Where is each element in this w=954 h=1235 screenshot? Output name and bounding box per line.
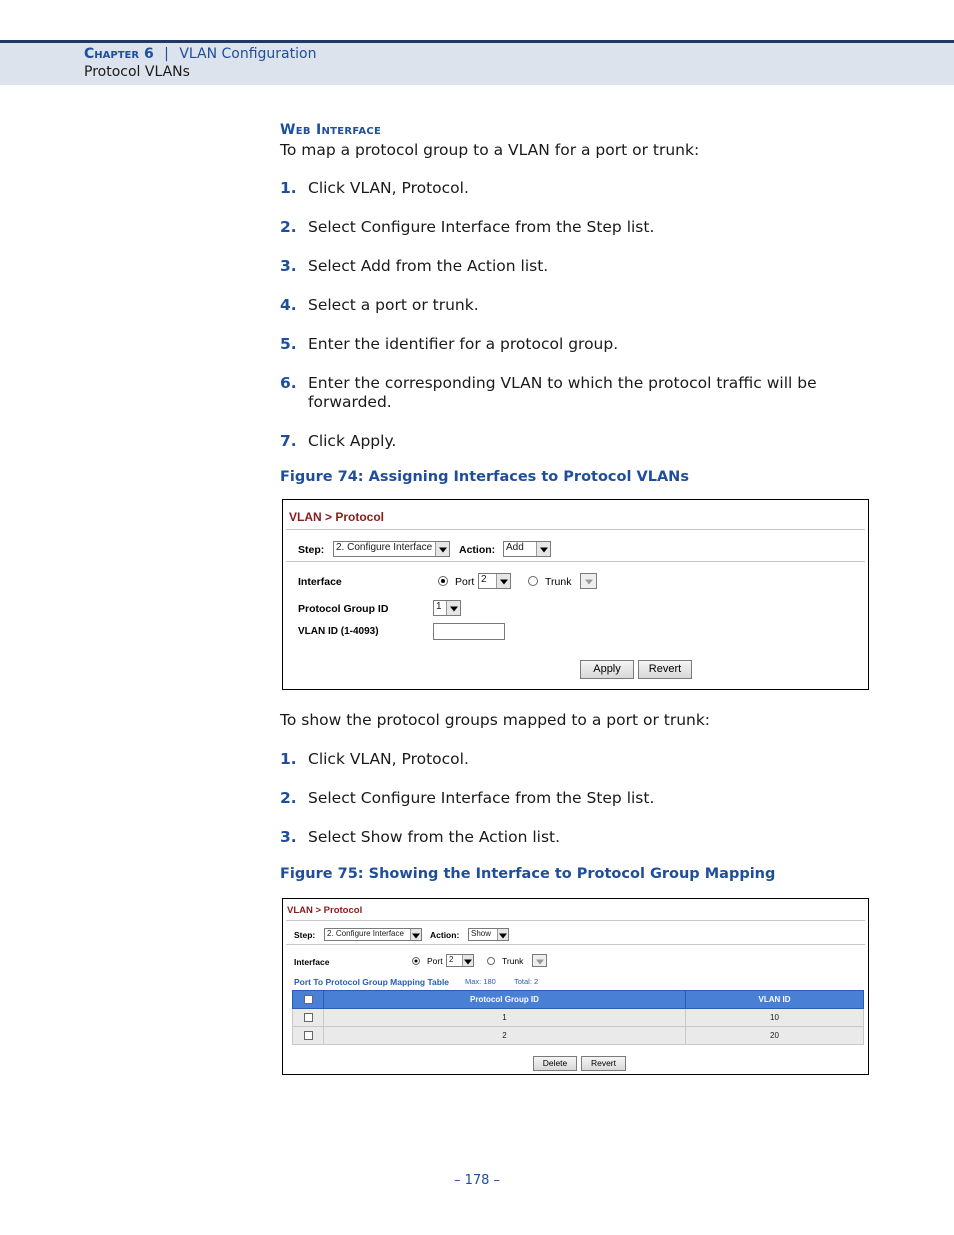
chapter-label: Chapter 6: [84, 46, 154, 62]
breadcrumb: VLAN > Protocol: [287, 905, 363, 916]
figure-74-screenshot: [282, 499, 869, 690]
revert-button[interactable]: Revert: [638, 660, 692, 679]
page-number: – 178 –: [453, 1173, 501, 1188]
revert-button[interactable]: Revert: [581, 1056, 626, 1071]
group-id-cell: 1: [324, 1009, 686, 1027]
chevron-down-icon: [497, 929, 508, 940]
chevron-down-icon: [536, 542, 550, 556]
figure-75-caption: Figure 75: Showing the Interface to Protocol Group Mapping: [280, 866, 776, 882]
step-label: Step:: [298, 544, 325, 556]
column-header-group: Protocol Group ID: [324, 991, 686, 1009]
vlan-id-input[interactable]: [433, 623, 505, 640]
chapter-title: VLAN Configuration: [179, 46, 317, 62]
trunk-label: Trunk: [502, 956, 524, 966]
action-label: Action:: [430, 930, 460, 940]
step-label: Step:: [294, 930, 316, 940]
step-number: 2.: [280, 218, 297, 236]
port-label: Port: [427, 956, 443, 966]
step-number: 7.: [280, 432, 297, 450]
intro-paragraph-2: To show the protocol groups mapped to a port or trunk:: [280, 711, 711, 729]
step-text: Select a port or trunk.: [308, 296, 479, 314]
divider: [286, 561, 865, 562]
intro-paragraph-1: To map a protocol group to a VLAN for a port or trunk:: [280, 141, 700, 159]
chevron-down-icon: [435, 542, 449, 556]
protocol-group-select[interactable]: [433, 600, 461, 616]
step-select-value: 2. Configure Interface: [327, 929, 404, 938]
trunk-radio[interactable]: [528, 576, 538, 586]
chapter-separator: |: [164, 46, 169, 62]
figure-75-screenshot: [282, 898, 869, 1075]
action-select-value: Show: [471, 929, 492, 938]
page-header: [0, 43, 954, 85]
group-id-cell: 2: [324, 1027, 686, 1045]
delete-button[interactable]: Delete: [533, 1056, 577, 1071]
chevron-down-icon: [496, 574, 510, 588]
column-header-vlan: VLAN ID: [686, 991, 864, 1009]
mapping-table: [292, 990, 864, 1045]
step-text: Click Apply.: [308, 432, 397, 450]
breadcrumb: VLAN > Protocol: [289, 510, 385, 524]
step-text: Enter the corresponding VLAN to which the protocol traffic will be forwarded.: [308, 374, 817, 411]
chevron-down-icon: [533, 955, 546, 966]
interface-label: Interface: [294, 957, 330, 967]
step-select[interactable]: [333, 541, 450, 557]
step-text: Click VLAN, Protocol.: [308, 750, 469, 768]
step-number: 6.: [280, 374, 297, 392]
table-row: [293, 1009, 864, 1027]
step-number: 4.: [280, 296, 297, 314]
table-title: Port To Protocol Group Mapping Table: [294, 977, 450, 987]
row-select-cell: [293, 1027, 324, 1045]
step-number: 2.: [280, 789, 297, 807]
protocol-group-label: Protocol Group ID: [298, 603, 389, 615]
action-select[interactable]: [468, 928, 509, 941]
vlan-id-cell: 20: [686, 1027, 864, 1045]
chevron-down-icon: [446, 601, 460, 615]
step-number: 5.: [280, 335, 297, 353]
section-heading: Web Interface: [280, 122, 382, 138]
table-body: [293, 1009, 864, 1045]
port-select[interactable]: [478, 573, 511, 589]
trunk-select[interactable]: [580, 573, 597, 589]
row-checkbox[interactable]: [304, 1031, 313, 1040]
vlan-id-cell: 10: [686, 1009, 864, 1027]
row-checkbox[interactable]: [304, 1013, 313, 1022]
figure-74-caption: Figure 74: Assigning Interfaces to Protocol VLANs: [280, 469, 689, 485]
section-title: Protocol VLANs: [84, 64, 190, 80]
vlan-id-label: VLAN ID (1-4093): [298, 626, 379, 637]
trunk-select[interactable]: [532, 954, 547, 967]
action-select-value: Add: [506, 542, 524, 553]
step-text: Enter the identifier for a protocol group.: [308, 335, 619, 353]
select-all-cell: [293, 991, 324, 1009]
step-text: Select Configure Interface from the Step list.: [308, 218, 655, 236]
chevron-down-icon: [581, 574, 596, 588]
step-text: Select Show from the Action list.: [308, 828, 561, 846]
row-select-cell: [293, 1009, 324, 1027]
chapter-line: [84, 46, 316, 62]
port-select[interactable]: [446, 954, 474, 967]
trunk-radio[interactable]: [487, 957, 495, 965]
step-text: Select Add from the Action list.: [308, 257, 549, 275]
port-radio[interactable]: [412, 957, 420, 965]
apply-button[interactable]: Apply: [580, 660, 634, 679]
divider: [286, 920, 865, 921]
protocol-group-value: 1: [436, 601, 442, 612]
chevron-down-icon: [462, 955, 473, 966]
port-label: Port: [455, 576, 475, 588]
table-row: [293, 1027, 864, 1045]
step-number: 1.: [280, 750, 297, 768]
chevron-down-icon: [410, 929, 421, 940]
step-number: 3.: [280, 828, 297, 846]
trunk-label: Trunk: [545, 576, 572, 588]
table-total: Total: 2: [514, 977, 539, 986]
table-max: Max: 180: [465, 977, 496, 986]
table-header-row: [293, 991, 864, 1009]
step-number: 1.: [280, 179, 297, 197]
action-label: Action:: [459, 544, 496, 556]
step-number: 3.: [280, 257, 297, 275]
interface-label: Interface: [298, 576, 342, 588]
action-select[interactable]: [503, 541, 551, 557]
step-text: Click VLAN, Protocol.: [308, 179, 469, 197]
step-text: Select Configure Interface from the Step list.: [308, 789, 655, 807]
port-select-value: 2: [481, 574, 487, 585]
port-select-value: 2: [449, 955, 454, 964]
divider: [286, 944, 865, 945]
select-all-checkbox[interactable]: [304, 995, 313, 1004]
port-radio[interactable]: [438, 576, 448, 586]
divider: [286, 529, 865, 530]
step-select-value: 2. Configure Interface: [336, 542, 433, 553]
step-select[interactable]: [324, 928, 422, 941]
